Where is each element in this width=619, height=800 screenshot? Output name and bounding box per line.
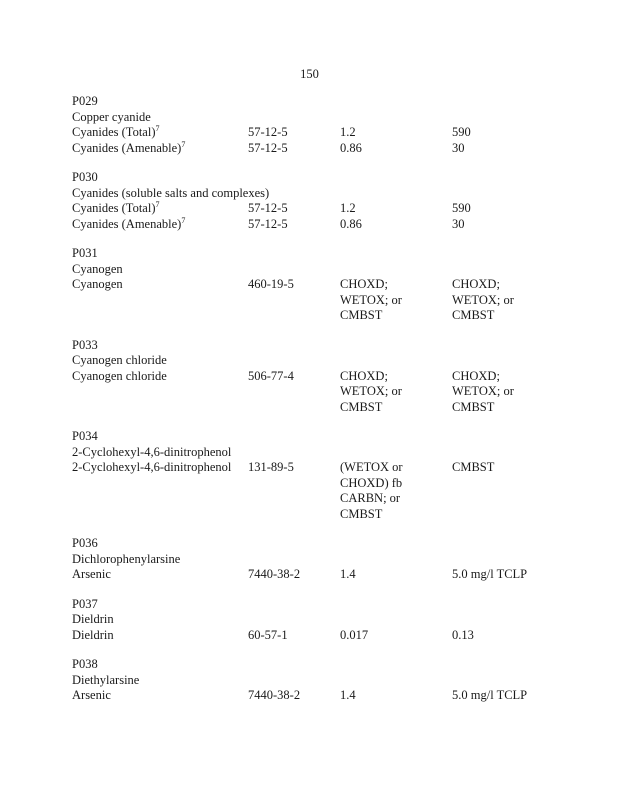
wastewater-standard [340, 369, 452, 416]
constituent-row [72, 688, 552, 704]
constituent-name: Cyanogen [72, 277, 123, 291]
constituent-name: 2-Cyclohexyl-4,6-dinitrophenol [72, 460, 232, 474]
waste-description: Dieldrin [72, 612, 114, 626]
wastewater-standard-line: 0.86 [340, 140, 362, 155]
waste-code-group [72, 338, 552, 416]
wastewater-standard [340, 125, 452, 141]
constituent-row [72, 628, 552, 644]
constituent-name-cell [72, 141, 248, 157]
wastewater-standard-line: 0.86 [340, 216, 362, 231]
wastewater-standard-line: CHOXD) fb [340, 475, 403, 490]
nonwastewater-standard [452, 688, 552, 704]
wastewater-standard-line: CHOXD; [340, 368, 388, 383]
waste-code-group [72, 536, 552, 583]
nonwastewater-standard-line: 30 [452, 140, 465, 155]
cas-number: 57-12-5 [248, 140, 288, 155]
wastewater-standard-line: CMBST [340, 399, 383, 414]
waste-description: Cyanogen [72, 261, 123, 276]
waste-description: 2-Cyclohexyl-4,6-dinitrophenol [72, 444, 232, 459]
constituent-name-cell [72, 369, 248, 385]
waste-code-group [72, 246, 552, 324]
nonwastewater-standard [452, 369, 552, 416]
nonwastewater-standard [452, 460, 552, 476]
constituent-name-cell [72, 567, 248, 583]
nonwastewater-standard [452, 141, 552, 157]
nonwastewater-standard-line: 5.0 mg/l TCLP [452, 688, 528, 702]
constituent-name: Cyanides (Amenable) [72, 216, 182, 231]
nonwastewater-standard [452, 277, 552, 324]
nonwastewater-standard-line: CHOXD; [452, 277, 500, 291]
waste-code-group [72, 597, 552, 644]
waste-description: Cyanides (soluble salts and complexes) [72, 185, 270, 200]
nonwastewater-standard-line: CMBST [452, 399, 495, 414]
nonwastewater-standard-line: 590 [452, 201, 471, 215]
constituent-name: Dieldrin [72, 627, 114, 642]
nonwastewater-standard-line: CHOXD; [452, 368, 500, 383]
wastewater-standard-line: 1.4 [340, 567, 356, 581]
nonwastewater-standard [452, 125, 552, 141]
wastewater-standard-line: WETOX; or [340, 292, 402, 307]
constituent-name-cell [72, 688, 248, 704]
constituent-row [72, 141, 552, 157]
wastewater-standard-line: WETOX; or [340, 384, 402, 398]
constituent-name-cell [72, 125, 248, 141]
waste-description: Cyanogen chloride [72, 353, 167, 367]
wastewater-standard [340, 141, 452, 157]
wastewater-standard-line: 1.2 [340, 125, 356, 139]
wastewater-standard [340, 460, 452, 522]
cas-number: 7440-38-2 [248, 567, 301, 581]
constituent-row [72, 201, 552, 217]
nonwastewater-standard-line: 30 [452, 216, 465, 231]
constituent-name-cell [72, 460, 248, 476]
waste-code-table [72, 94, 552, 718]
wastewater-standard [340, 277, 452, 324]
nonwastewater-standard-line: 5.0 mg/l TCLP [452, 567, 528, 581]
waste-code: P029 [72, 94, 98, 108]
nonwastewater-standard [452, 201, 552, 217]
waste-code-group [72, 429, 552, 522]
cas-number: 131-89-5 [248, 460, 294, 474]
wastewater-standard [340, 217, 452, 233]
wastewater-standard [340, 201, 452, 217]
page-number: 150 [300, 67, 319, 81]
constituent-name-cell [72, 628, 248, 644]
cas-number: 7440-38-2 [248, 688, 301, 702]
constituent-row [72, 277, 552, 324]
nonwastewater-standard-line: 0.13 [452, 627, 474, 642]
constituent-row [72, 567, 552, 583]
waste-description: Copper cyanide [72, 109, 151, 124]
waste-code-group [72, 170, 552, 232]
nonwastewater-standard-line: WETOX; or [452, 292, 514, 307]
waste-code: P033 [72, 337, 98, 352]
waste-code: P038 [72, 657, 98, 671]
nonwastewater-standard-line: CMBST [452, 308, 495, 322]
cas-number: 57-12-5 [248, 125, 288, 139]
wastewater-standard-line: 0.017 [340, 627, 369, 642]
waste-code-group [72, 657, 552, 704]
footnote-marker: 7 [155, 199, 160, 209]
wastewater-standard [340, 567, 452, 583]
wastewater-standard-line: CMBST [340, 506, 383, 521]
waste-code: P034 [72, 429, 98, 443]
nonwastewater-standard [452, 567, 552, 583]
constituent-row [72, 460, 552, 522]
wastewater-standard [340, 628, 452, 644]
constituent-row [72, 217, 552, 233]
footnote-marker: 7 [155, 123, 160, 133]
constituent-row [72, 369, 552, 416]
constituent-name: Arsenic [72, 688, 111, 702]
wastewater-standard [340, 688, 452, 704]
cas-number: 506-77-4 [248, 368, 294, 383]
waste-code: P031 [72, 246, 98, 260]
wastewater-standard-line: 1.2 [340, 201, 356, 215]
waste-code: P030 [72, 170, 98, 184]
cas-number: 57-12-5 [248, 201, 288, 215]
constituent-name: Cyanides (Amenable) [72, 140, 182, 155]
waste-code: P037 [72, 596, 98, 611]
cas-number: 60-57-1 [248, 627, 288, 642]
wastewater-standard-line: CMBST [340, 308, 383, 322]
constituent-row [72, 125, 552, 141]
constituent-name: Arsenic [72, 567, 111, 581]
wastewater-standard-line: CARBN; or [340, 491, 401, 505]
footnote-marker: 7 [181, 215, 186, 225]
nonwastewater-standard [452, 217, 552, 233]
wastewater-standard-line: 1.4 [340, 688, 356, 702]
constituent-name: Cyanides (Total) [72, 201, 156, 215]
constituent-name-cell [72, 201, 248, 217]
nonwastewater-standard-line: CMBST [452, 460, 495, 474]
wastewater-standard-line: CHOXD; [340, 277, 388, 291]
waste-description: Diethylarsine [72, 672, 140, 687]
constituent-name-cell [72, 217, 248, 233]
nonwastewater-standard-line: 590 [452, 125, 471, 139]
constituent-name: Cyanides (Total) [72, 125, 156, 139]
waste-description: Dichlorophenylarsine [72, 551, 181, 566]
constituent-name: Cyanogen chloride [72, 368, 167, 383]
waste-code-group [72, 94, 552, 156]
constituent-name-cell [72, 277, 248, 293]
footnote-marker: 7 [181, 139, 186, 149]
cas-number: 57-12-5 [248, 216, 288, 231]
waste-code: P036 [72, 536, 98, 550]
cas-number: 460-19-5 [248, 277, 294, 291]
nonwastewater-standard-line: WETOX; or [452, 384, 514, 398]
nonwastewater-standard [452, 628, 552, 644]
wastewater-standard-line: (WETOX or [340, 460, 403, 474]
